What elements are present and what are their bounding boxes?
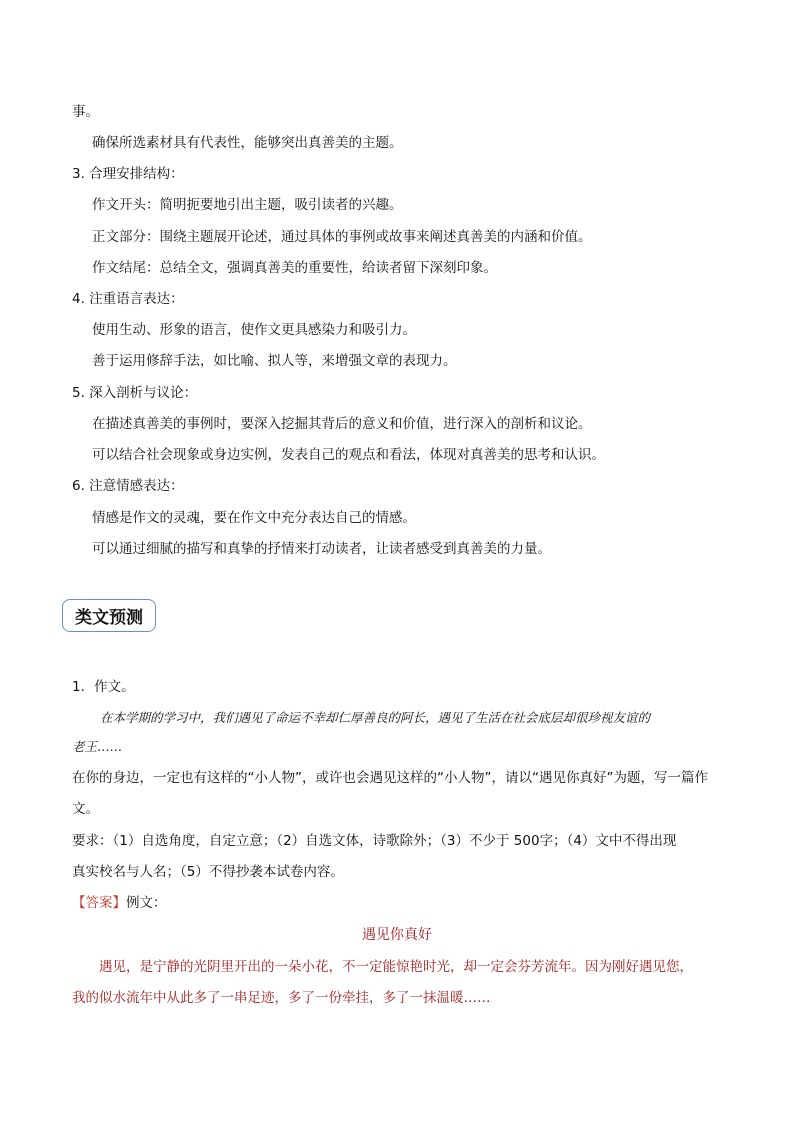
essay-title: 遇见你真好	[362, 927, 432, 943]
section-heading: 3. 合理安排结构：	[72, 166, 184, 182]
text-line: 可以结合社会现象或身边实例，发表自己的观点和看法，体现对真善美的思考和认识。	[92, 447, 605, 463]
text-line: 确保所选素材具有代表性，能够突出真善美的主题。	[92, 135, 403, 151]
text-line: 作文结尾：总结全文，强调真善美的重要性，给读者留下深刻印象。	[92, 260, 497, 276]
text-line: 在描述真善美的事例时，要深入挖掘其背后的意义和价值，进行深入的剖析和议论。	[92, 416, 592, 432]
requirement-line: 真实校名与人名；（5）不得抄袭本试卷内容。	[72, 864, 344, 880]
text-line: 事。	[72, 104, 99, 120]
question-number: 1．作文。	[72, 679, 135, 695]
section-heading: 5. 深入剖析与议论：	[72, 385, 198, 401]
prompt-line: 老王……	[72, 739, 123, 754]
essay-line: 遇见，是宁静的光阴里开出的一朵小花，不一定能惊艳时光，却一定会芬芳流年。因为刚好遇见您，	[99, 959, 693, 975]
answer-label: 例文：	[126, 895, 167, 911]
text-line: 使用生动、形象的语言，使作文更具感染力和吸引力。	[92, 322, 416, 338]
requirement-line: 要求：（1）自选角度，自定立意；（2）自选文体，诗歌除外；（3）不少于 500字；（4）文中不得出现	[72, 833, 677, 849]
essay-line: 我的似水流年中从此多了一串足迹，多了一份牵挂，多了一抹温暖……	[72, 990, 491, 1006]
section-heading: 6. 注意情感表达：	[72, 478, 184, 494]
section-title-box: 类文预测	[62, 599, 156, 632]
text-line: 善于运用修辞手法，如比喻、拟人等，来增强文章的表现力。	[92, 353, 457, 369]
text-line: 情感是作文的灵魂，要在作文中充分表达自己的情感。	[92, 510, 416, 526]
text-line: 作文开头：简明扼要地引出主题，吸引读者的兴趣。	[92, 197, 403, 213]
task-line: 文。	[72, 801, 99, 817]
text-line: 正文部分：围绕主题展开论述，通过具体的事例或故事来阐述真善美的内涵和价值。	[92, 229, 592, 245]
section-heading: 4. 注重语言表达：	[72, 291, 184, 307]
answer-tag: 【答案】	[72, 895, 126, 911]
answer-line	[72, 893, 167, 913]
prompt-line: 在本学期的学习中，我们遇见了命运不幸却仁厚善良的阿长，遇见了生活在社会底层却很珍视友谊的	[100, 710, 651, 725]
text-line: 可以通过细腻的描写和真挚的抒情来打动读者，让读者感受到真善美的力量。	[92, 541, 551, 557]
task-line: 在你的身边，一定也有这样的“小人物”，或许也会遇见这样的“小人物”，请以“遇见你真好”为题，写一篇作	[72, 770, 708, 786]
